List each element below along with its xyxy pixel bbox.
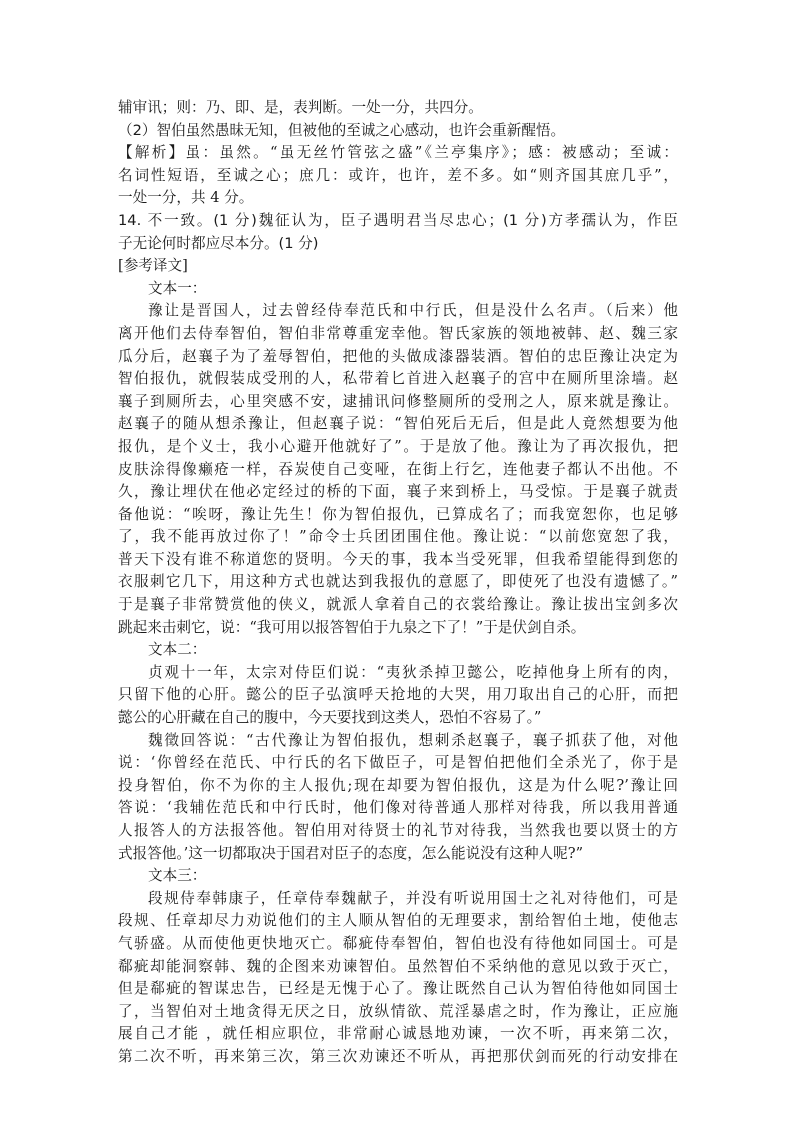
text-line: 辅审讯；则：乃、即、是，表判断。一处一分，共四分。: [118, 99, 483, 116]
text-line: 衣服刺它几下，用这种方式也就达到我报仇的意愿了，即使死了也没有遗憾了。”: [118, 573, 678, 591]
text-line: 久，豫让埋伏在他必定经过的桥的下面，襄子来到桥上，马受惊。于是襄子就责: [118, 483, 678, 501]
text-line: 懿公的心肝藏在自己的腹中，今天要找到这类人，恐怕不容易了。”: [118, 709, 542, 727]
text-line: 第二次不听，再来第三次，第三次劝谏还不听从，再把那伏剑而死的行动安排在: [118, 1047, 678, 1065]
text-line: 备他说：“唉呀，豫让先生！你为智伯报仇，已算成名了；而我宽恕你，也足够: [118, 505, 678, 523]
text-line: 智伯报仇，就假装成受刑的人，私带着匕首进入赵襄子的宫中在厕所里涂墙。赵: [118, 370, 678, 388]
text-line: 【解析】虽：虽然。“虽无丝竹管弦之盛”《兰亭集序》；感：被感动；至诚：: [118, 144, 678, 162]
text-line: 皮肤涂得像癞疮一样，吞炭使自己变哑，在街上行乞，连他妻子都认不出他。不: [118, 460, 678, 478]
text-line: 人报答人的方法报答他。智伯用对待贤士的礼节对待我，当然我也要以贤士的方: [118, 822, 678, 839]
text-line: 瓜分后，赵襄子为了羞辱智伯，把他的头做成漆器装酒。智伯的忠臣豫让决定为: [118, 347, 678, 365]
text-line: 于是襄子非常赞赏他的侠义，就派人拿着自己的衣裳给豫让。豫让拔出宝剑多次: [118, 596, 678, 614]
text-line: 了，我不能再放过你了！”命令士兵团团围住他。豫让说：“以前您宽恕了我，: [118, 528, 678, 546]
text-line: 只留下他的心肝。懿公的臣子弘演呼天抢地的大哭，用刀取出自己的心肝，而把: [118, 686, 678, 704]
document-page: [118, 97, 678, 1069]
text-line: 跳起来击刺它，说：“我可用以报答智伯于九泉之下了！”于是伏剑自杀。: [118, 618, 586, 636]
text-line: （2）智伯虽然愚昧无知，但被他的至诚之心感动，也许会重新醒悟。: [118, 121, 566, 139]
text-line: 但是郗疵的智谋忠告，已经是无愧于心了。豫让既然自己认为智伯待他如同国士: [118, 980, 678, 998]
text-line: 说：‘你曾经在范氏、中行氏的名下做臣子，可是智伯把他们全杀光了，你于是: [118, 754, 678, 772]
text-line: 魏徵回答说：“古代豫让为智伯报仇，想刺杀赵襄子，襄子抓获了他，对他: [148, 731, 678, 749]
text-line: 了，当智伯对土地贪得无厌之日，放纵情欲、荒淫暴虐之时，作为豫让，正应施: [118, 1002, 678, 1020]
text-line: 投身智伯，你不为你的主人报仇;现在却要为智伯报仇，这是为什么呢?’豫让回: [118, 776, 678, 794]
text-line: [参考译文]: [118, 257, 188, 275]
text-line: 段规、任章却尽力劝说他们的主人顺从智伯的无理要求，割给智伯土地，使他志: [118, 912, 678, 930]
text-line: 文本三：: [148, 867, 207, 885]
text-line: 离开他们去侍奉智伯，智伯非常尊重宠幸他。智氏家族的领地被韩、赵、魏三家: [118, 324, 678, 342]
text-line: 报仇，是个义士，我小心避开他就好了”。于是放了他。豫让为了再次报仇，把: [118, 437, 678, 455]
text-line: 式报答他。’这一切都取决于国君对臣子的态度，怎么能说没有这种人呢?”: [118, 844, 584, 862]
text-line: 文本二：: [148, 641, 207, 659]
text-line: 名词性短语，至诚之心；庶几：或许，也许，差不多。如“则齐国其庶几乎”，: [118, 166, 678, 184]
text-line: 文本一：: [148, 279, 207, 297]
text-line: 答说：‘我辅佐范氏和中行氏时，他们像对待普通人那样对待我，所以我用普通: [118, 799, 678, 817]
text-line: 赵襄子的随从想杀豫让，但赵襄子说：“智伯死后无后，但是此人竟然想要为他: [118, 415, 678, 433]
text-line: 贞观十一年，太宗对侍臣们说：“夷狄杀掉卫懿公，吃掉他身上所有的肉，: [148, 663, 678, 681]
text-line: 普天下没有谁不称道您的贤明。今天的事，我本当受死罪，但我希望能得到您的: [118, 550, 678, 568]
text-line: 气骄盛。从而使他更快地灭亡。郗疵侍奉智伯，智伯也没有待他如同国士。可是: [118, 934, 678, 952]
text-line: 郗疵却能洞察韩、魏的企图来劝谏智伯。虽然智伯不采纳他的意见以致于灭亡，: [118, 957, 678, 975]
text-line: 展自己才能 ，就任相应职位，非常耐心诚恳地劝谏，一次不听，再来第二次，: [118, 1025, 678, 1043]
text-line: 子无论何时都应尽本分。(1 分): [118, 234, 319, 252]
text-line: 襄子到厕所去，心里突感不安，逮捕讯问修整厕所的受刑之人，原来就是豫让。: [118, 392, 678, 410]
text-line: 段规侍奉韩康子，任章侍奉魏献子，并没有听说用国士之礼对待他们，可是: [148, 889, 678, 907]
text-line: 豫让是晋国人，过去曾经侍奉范氏和中行氏，但是没什么名声。（后来）他: [148, 302, 678, 320]
text-line: 14. 不一致。(1 分)魏征认为，臣子遇明君当尽忠心；(1 分)方孝孺认为，作臣: [118, 211, 678, 229]
text-line: 一处一分，共 4 分。: [118, 189, 254, 207]
